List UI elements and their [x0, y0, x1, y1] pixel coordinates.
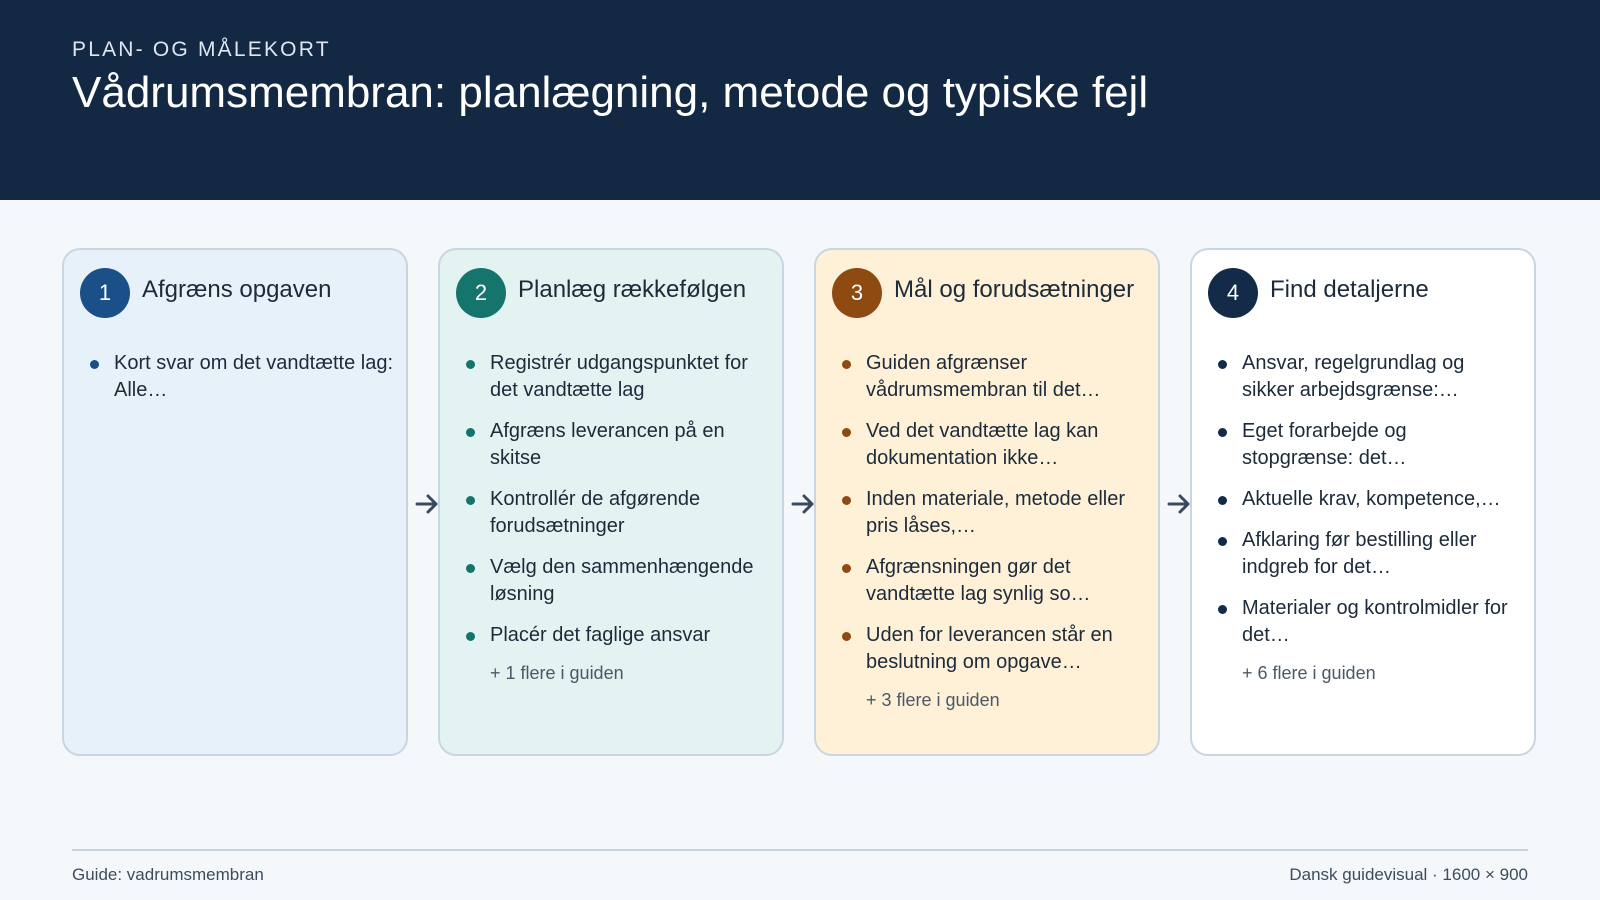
bullet-dot-icon: [1218, 537, 1227, 546]
step-title: Find detaljerne: [1270, 276, 1429, 303]
step-title: Planlæg rækkefølgen: [518, 276, 747, 303]
bullet-dot-icon: [1218, 428, 1227, 437]
more-in-guide-note: + 3 flere i guiden: [866, 690, 1000, 710]
bullet-dot-icon: [90, 360, 99, 369]
list-item: Inden materiale, metode eller pris låses,…: [840, 486, 1146, 540]
more-in-guide-note: + 1 flere i guiden: [490, 663, 624, 683]
list-item: Guiden afgrænser vådrumsmembran til det…: [840, 350, 1146, 404]
header-banner: [0, 0, 1600, 200]
bullet-dot-icon: [466, 428, 475, 437]
bullet-dot-icon: [842, 428, 851, 437]
bullet-dot-icon: [466, 632, 475, 641]
footer-divider: [72, 849, 1528, 851]
step-number-badge: 3: [832, 268, 882, 318]
list-item: Materialer og kontrolmidler for det…: [1216, 595, 1522, 649]
more-in-guide-note: + 6 flere i guiden: [1242, 663, 1376, 683]
arrow-right-icon: [790, 490, 816, 518]
list-item: Uden for leverancen står en beslutning om opgave…: [840, 622, 1146, 676]
list-item: Afgrænsningen gør det vandtætte lag synlig so…: [840, 554, 1146, 608]
list-item: Vælg den sammenhængende løsning: [464, 554, 770, 608]
list-item: Afklaring før bestilling eller indgreb for det…: [1216, 527, 1522, 581]
bullet-dot-icon: [1218, 360, 1227, 369]
step-card-1: [62, 248, 408, 756]
footer-meta-label: Dansk guidevisual · 1600 × 900: [1289, 865, 1528, 884]
bullet-dot-icon: [1218, 496, 1227, 505]
step-title: Mål og forudsætninger: [894, 276, 1135, 303]
list-item: Eget forarbejde og stopgrænse: det…: [1216, 418, 1522, 472]
footer-guide-label: Guide: vadrumsmembran: [72, 865, 264, 884]
bullet-list: [88, 350, 394, 418]
list-item: Kort svar om det vandtætte lag: Alle…: [88, 350, 394, 404]
list-item: Afgræns leverancen på en skitse: [464, 418, 770, 472]
bullet-dot-icon: [466, 564, 475, 573]
step-title: Afgræns opgaven: [142, 276, 332, 303]
bullet-dot-icon: [1218, 605, 1227, 614]
bullet-dot-icon: [842, 564, 851, 573]
step-card-3: [814, 248, 1160, 756]
list-item: Aktuelle krav, kompetence,…: [1216, 486, 1522, 513]
step-card-4: [1190, 248, 1536, 756]
bullet-list: [1216, 350, 1522, 684]
page-title: Vådrumsmembran: planlægning, metode og typiske fejl: [72, 68, 1149, 117]
eyebrow-label: PLAN- OG MÅLEKORT: [72, 38, 331, 61]
bullet-dot-icon: [842, 496, 851, 505]
list-item: Ansvar, regelgrundlag og sikker arbejdsgrænse:…: [1216, 350, 1522, 404]
step-number-badge: 1: [80, 268, 130, 318]
arrow-right-icon: [414, 490, 440, 518]
arrow-right-icon: [1166, 490, 1192, 518]
list-item: Kontrollér de afgørende forudsætninger: [464, 486, 770, 540]
bullet-dot-icon: [466, 360, 475, 369]
step-card-2: [438, 248, 784, 756]
bullet-list: [840, 350, 1146, 711]
bullet-dot-icon: [842, 360, 851, 369]
list-item: Placér det faglige ansvar: [464, 622, 770, 649]
bullet-list: [464, 350, 770, 684]
list-item: Registrér udgangspunktet for det vandtætte lag: [464, 350, 770, 404]
step-number-badge: 4: [1208, 268, 1258, 318]
step-number-badge: 2: [456, 268, 506, 318]
bullet-dot-icon: [466, 496, 475, 505]
bullet-dot-icon: [842, 632, 851, 641]
list-item: Ved det vandtætte lag kan dokumentation ikke…: [840, 418, 1146, 472]
